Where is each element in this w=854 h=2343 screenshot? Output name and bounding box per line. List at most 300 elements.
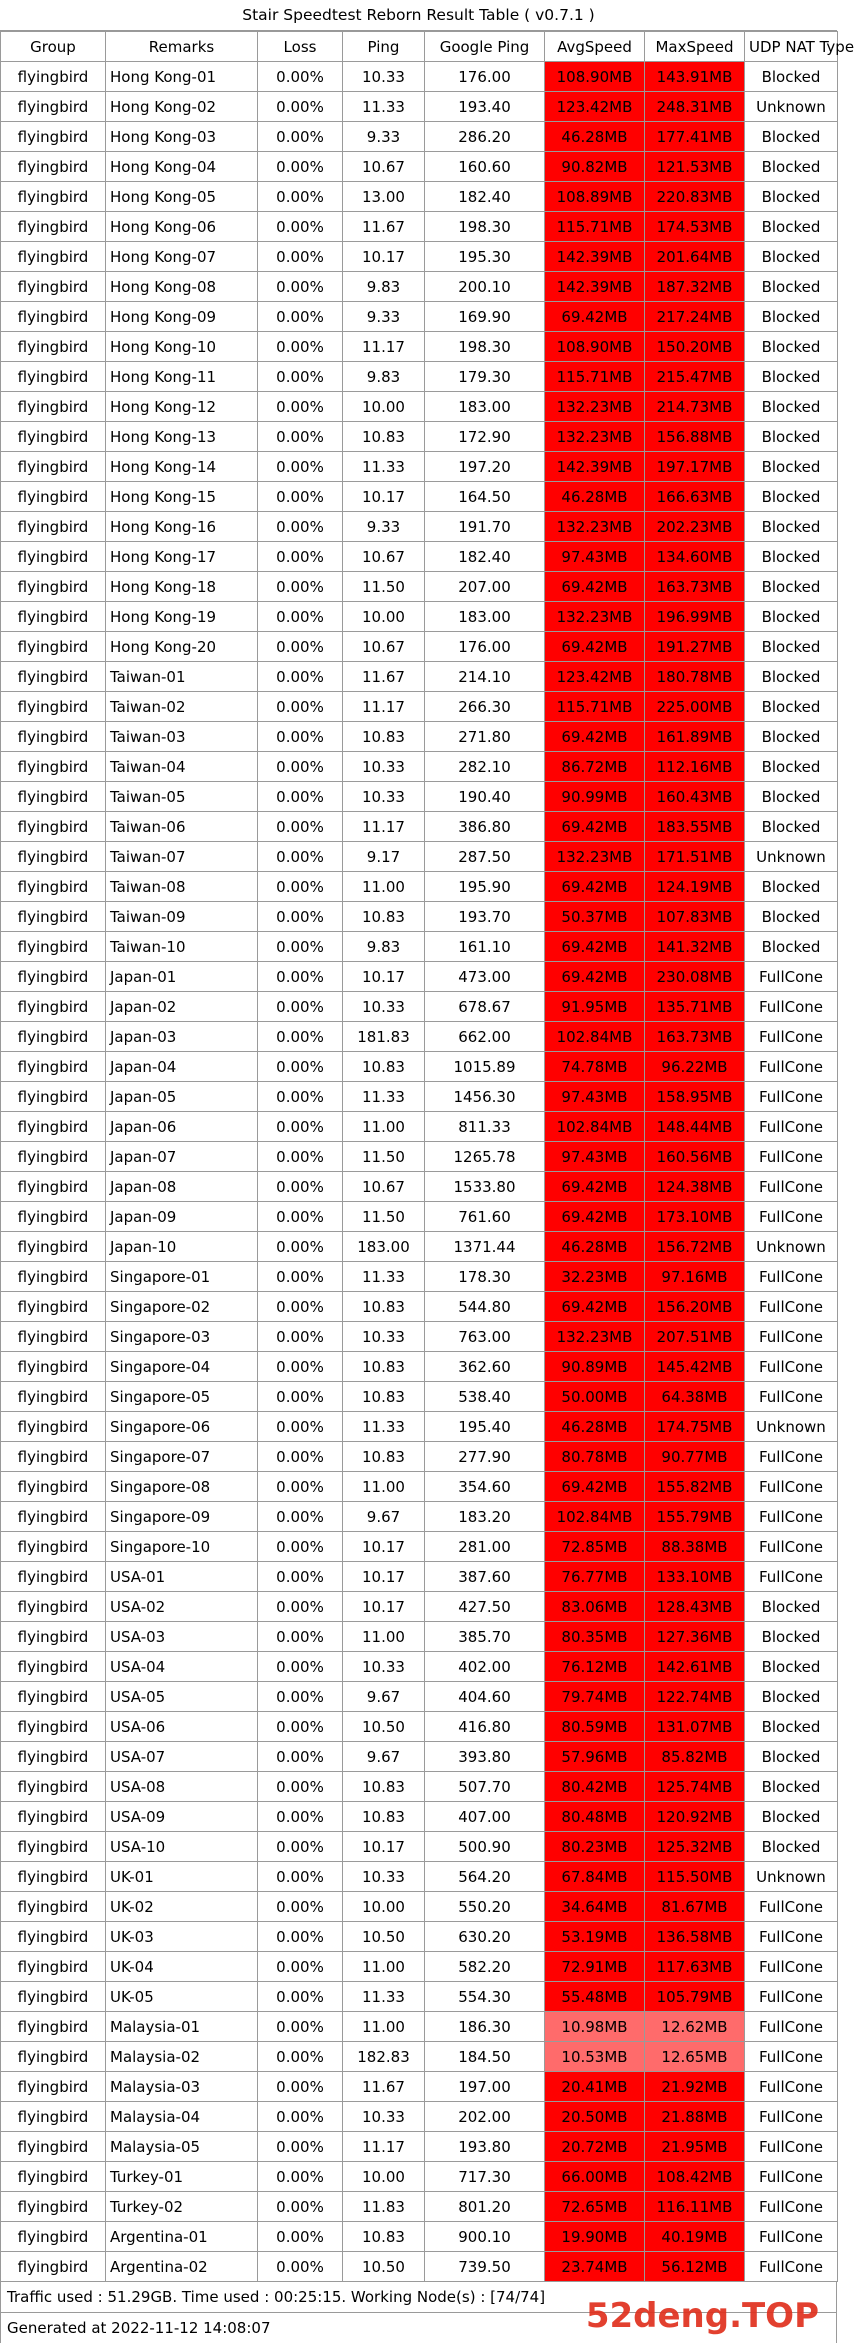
- table-row: [1, 1892, 838, 1922]
- cell-loss: 0.00%: [258, 872, 343, 902]
- cell-ping: 10.67: [343, 632, 425, 662]
- cell-ping: 10.50: [343, 1712, 425, 1742]
- cell-loss: 0.00%: [258, 1112, 343, 1142]
- table-row: [1, 1142, 838, 1172]
- cell-group: flyingbird: [1, 1022, 106, 1052]
- cell-ping: 11.67: [343, 662, 425, 692]
- cell-udp-nat: Blocked: [745, 1652, 838, 1682]
- cell-google-ping: 811.33: [425, 1112, 545, 1142]
- cell-loss: 0.00%: [258, 62, 343, 92]
- table-row: [1, 722, 838, 752]
- cell-group: flyingbird: [1, 392, 106, 422]
- cell-google-ping: 183.20: [425, 1502, 545, 1532]
- table-row: [1, 1652, 838, 1682]
- cell-maxspeed: 125.32MB: [645, 1832, 745, 1862]
- cell-group: flyingbird: [1, 2072, 106, 2102]
- cell-google-ping: 193.40: [425, 92, 545, 122]
- cell-avgspeed: 76.77MB: [545, 1562, 645, 1592]
- cell-ping: 11.50: [343, 572, 425, 602]
- cell-group: flyingbird: [1, 1532, 106, 1562]
- cell-group: flyingbird: [1, 1142, 106, 1172]
- cell-maxspeed: 97.16MB: [645, 1262, 745, 1292]
- cell-group: flyingbird: [1, 1472, 106, 1502]
- cell-udp-nat: FullCone: [745, 2012, 838, 2042]
- cell-loss: 0.00%: [258, 1952, 343, 1982]
- cell-maxspeed: 136.58MB: [645, 1922, 745, 1952]
- cell-remarks: USA-10: [106, 1832, 258, 1862]
- cell-avgspeed: 83.06MB: [545, 1592, 645, 1622]
- cell-ping: 10.17: [343, 1532, 425, 1562]
- cell-google-ping: 197.00: [425, 2072, 545, 2102]
- cell-maxspeed: 96.22MB: [645, 1052, 745, 1082]
- cell-google-ping: 198.30: [425, 212, 545, 242]
- cell-udp-nat: Blocked: [745, 572, 838, 602]
- cell-udp-nat: FullCone: [745, 1922, 838, 1952]
- cell-avgspeed: 53.19MB: [545, 1922, 645, 1952]
- cell-maxspeed: 124.19MB: [645, 872, 745, 902]
- cell-ping: 10.33: [343, 1652, 425, 1682]
- cell-avgspeed: 69.42MB: [545, 872, 645, 902]
- cell-remarks: Japan-02: [106, 992, 258, 1022]
- cell-group: flyingbird: [1, 992, 106, 1022]
- cell-ping: 11.17: [343, 332, 425, 362]
- cell-maxspeed: 56.12MB: [645, 2252, 745, 2282]
- cell-google-ping: 286.20: [425, 122, 545, 152]
- cell-avgspeed: 102.84MB: [545, 1502, 645, 1532]
- cell-avgspeed: 123.42MB: [545, 662, 645, 692]
- cell-remarks: Japan-10: [106, 1232, 258, 1262]
- table-row: [1, 1022, 838, 1052]
- cell-udp-nat: Blocked: [745, 482, 838, 512]
- table-row: [1, 62, 838, 92]
- cell-remarks: Taiwan-07: [106, 842, 258, 872]
- cell-group: flyingbird: [1, 1952, 106, 1982]
- cell-avgspeed: 79.74MB: [545, 1682, 645, 1712]
- cell-maxspeed: 191.27MB: [645, 632, 745, 662]
- cell-loss: 0.00%: [258, 422, 343, 452]
- cell-google-ping: 550.20: [425, 1892, 545, 1922]
- cell-udp-nat: Blocked: [745, 242, 838, 272]
- cell-remarks: USA-07: [106, 1742, 258, 1772]
- cell-avgspeed: 108.89MB: [545, 182, 645, 212]
- cell-ping: 11.83: [343, 2192, 425, 2222]
- cell-ping: 10.33: [343, 2102, 425, 2132]
- cell-ping: 10.83: [343, 902, 425, 932]
- table-row: [1, 1472, 838, 1502]
- cell-loss: 0.00%: [258, 302, 343, 332]
- cell-google-ping: 554.30: [425, 1982, 545, 2012]
- cell-loss: 0.00%: [258, 1232, 343, 1262]
- cell-loss: 0.00%: [258, 722, 343, 752]
- table-row: [1, 332, 838, 362]
- cell-avgspeed: 69.42MB: [545, 632, 645, 662]
- cell-maxspeed: 135.71MB: [645, 992, 745, 1022]
- table-row: [1, 572, 838, 602]
- cell-udp-nat: FullCone: [745, 1352, 838, 1382]
- cell-remarks: Hong Kong-05: [106, 182, 258, 212]
- cell-udp-nat: FullCone: [745, 962, 838, 992]
- cell-udp-nat: Blocked: [745, 212, 838, 242]
- cell-loss: 0.00%: [258, 2102, 343, 2132]
- table-row: [1, 662, 838, 692]
- cell-maxspeed: 105.79MB: [645, 1982, 745, 2012]
- cell-ping: 10.83: [343, 722, 425, 752]
- cell-loss: 0.00%: [258, 1742, 343, 1772]
- cell-avgspeed: 46.28MB: [545, 1232, 645, 1262]
- cell-avgspeed: 69.42MB: [545, 812, 645, 842]
- cell-remarks: Taiwan-06: [106, 812, 258, 842]
- cell-udp-nat: Blocked: [745, 272, 838, 302]
- cell-remarks: Hong Kong-12: [106, 392, 258, 422]
- table-row: [1, 2102, 838, 2132]
- cell-remarks: Hong Kong-09: [106, 302, 258, 332]
- generated-timestamp: Generated at 2022-11-12 14:08:07: [0, 2313, 837, 2343]
- cell-group: flyingbird: [1, 362, 106, 392]
- cell-remarks: Singapore-04: [106, 1352, 258, 1382]
- cell-udp-nat: Blocked: [745, 512, 838, 542]
- cell-udp-nat: FullCone: [745, 1292, 838, 1322]
- cell-group: flyingbird: [1, 452, 106, 482]
- cell-group: flyingbird: [1, 692, 106, 722]
- cell-maxspeed: 174.53MB: [645, 212, 745, 242]
- cell-google-ping: 473.00: [425, 962, 545, 992]
- cell-google-ping: 191.70: [425, 512, 545, 542]
- cell-udp-nat: FullCone: [745, 1532, 838, 1562]
- cell-remarks: Taiwan-02: [106, 692, 258, 722]
- cell-udp-nat: Blocked: [745, 122, 838, 152]
- cell-google-ping: 407.00: [425, 1802, 545, 1832]
- cell-ping: 11.00: [343, 1112, 425, 1142]
- cell-maxspeed: 161.89MB: [645, 722, 745, 752]
- cell-avgspeed: 10.53MB: [545, 2042, 645, 2072]
- cell-avgspeed: 142.39MB: [545, 272, 645, 302]
- cell-loss: 0.00%: [258, 1292, 343, 1322]
- cell-google-ping: 386.80: [425, 812, 545, 842]
- cell-avgspeed: 102.84MB: [545, 1112, 645, 1142]
- cell-ping: 9.67: [343, 1682, 425, 1712]
- cell-udp-nat: Blocked: [745, 662, 838, 692]
- cell-loss: 0.00%: [258, 542, 343, 572]
- cell-remarks: USA-08: [106, 1772, 258, 1802]
- cell-group: flyingbird: [1, 2252, 106, 2282]
- cell-avgspeed: 46.28MB: [545, 122, 645, 152]
- cell-avgspeed: 80.48MB: [545, 1802, 645, 1832]
- cell-loss: 0.00%: [258, 152, 343, 182]
- cell-group: flyingbird: [1, 1682, 106, 1712]
- cell-maxspeed: 121.53MB: [645, 152, 745, 182]
- cell-avgspeed: 108.90MB: [545, 332, 645, 362]
- cell-group: flyingbird: [1, 1862, 106, 1892]
- cell-remarks: UK-01: [106, 1862, 258, 1892]
- cell-loss: 0.00%: [258, 1712, 343, 1742]
- cell-group: flyingbird: [1, 1622, 106, 1652]
- cell-avgspeed: 50.00MB: [545, 1382, 645, 1412]
- cell-ping: 10.17: [343, 482, 425, 512]
- cell-maxspeed: 187.32MB: [645, 272, 745, 302]
- table-row: [1, 1622, 838, 1652]
- cell-remarks: Singapore-08: [106, 1472, 258, 1502]
- cell-remarks: Hong Kong-20: [106, 632, 258, 662]
- cell-loss: 0.00%: [258, 1592, 343, 1622]
- cell-avgspeed: 97.43MB: [545, 1142, 645, 1172]
- cell-remarks: Japan-08: [106, 1172, 258, 1202]
- cell-remarks: Hong Kong-07: [106, 242, 258, 272]
- cell-loss: 0.00%: [258, 1532, 343, 1562]
- cell-ping: 10.00: [343, 1892, 425, 1922]
- cell-avgspeed: 108.90MB: [545, 62, 645, 92]
- cell-avgspeed: 19.90MB: [545, 2222, 645, 2252]
- cell-remarks: Hong Kong-03: [106, 122, 258, 152]
- cell-google-ping: 182.40: [425, 542, 545, 572]
- cell-avgspeed: 69.42MB: [545, 1472, 645, 1502]
- cell-maxspeed: 201.64MB: [645, 242, 745, 272]
- cell-google-ping: 1015.89: [425, 1052, 545, 1082]
- cell-remarks: Singapore-07: [106, 1442, 258, 1472]
- cell-maxspeed: 116.11MB: [645, 2192, 745, 2222]
- cell-avgspeed: 132.23MB: [545, 842, 645, 872]
- cell-loss: 0.00%: [258, 1802, 343, 1832]
- cell-remarks: USA-03: [106, 1622, 258, 1652]
- table-row: [1, 1412, 838, 1442]
- cell-avgspeed: 69.42MB: [545, 1172, 645, 1202]
- cell-loss: 0.00%: [258, 662, 343, 692]
- cell-remarks: Singapore-09: [106, 1502, 258, 1532]
- cell-remarks: Japan-03: [106, 1022, 258, 1052]
- cell-udp-nat: FullCone: [745, 2042, 838, 2072]
- cell-loss: 0.00%: [258, 1352, 343, 1382]
- table-row: [1, 2042, 838, 2072]
- cell-group: flyingbird: [1, 2102, 106, 2132]
- cell-remarks: USA-05: [106, 1682, 258, 1712]
- cell-group: flyingbird: [1, 782, 106, 812]
- cell-remarks: Singapore-05: [106, 1382, 258, 1412]
- cell-udp-nat: FullCone: [745, 2192, 838, 2222]
- cell-avgspeed: 66.00MB: [545, 2162, 645, 2192]
- table-row: [1, 1112, 838, 1142]
- cell-remarks: Hong Kong-15: [106, 482, 258, 512]
- table-row: [1, 1802, 838, 1832]
- cell-maxspeed: 160.56MB: [645, 1142, 745, 1172]
- cell-group: flyingbird: [1, 722, 106, 752]
- cell-ping: 9.33: [343, 302, 425, 332]
- table-row: [1, 152, 838, 182]
- cell-google-ping: 200.10: [425, 272, 545, 302]
- cell-group: flyingbird: [1, 2012, 106, 2042]
- cell-google-ping: 761.60: [425, 1202, 545, 1232]
- cell-remarks: Hong Kong-06: [106, 212, 258, 242]
- table-row: [1, 2222, 838, 2252]
- table-row: [1, 2162, 838, 2192]
- cell-udp-nat: FullCone: [745, 1082, 838, 1112]
- cell-remarks: Japan-05: [106, 1082, 258, 1112]
- cell-udp-nat: Blocked: [745, 1742, 838, 1772]
- cell-avgspeed: 69.42MB: [545, 1292, 645, 1322]
- cell-ping: 10.67: [343, 542, 425, 572]
- table-row: [1, 812, 838, 842]
- cell-group: flyingbird: [1, 482, 106, 512]
- cell-udp-nat: FullCone: [745, 1382, 838, 1412]
- cell-udp-nat: Unknown: [745, 842, 838, 872]
- cell-maxspeed: 171.51MB: [645, 842, 745, 872]
- cell-remarks: Hong Kong-13: [106, 422, 258, 452]
- cell-loss: 0.00%: [258, 812, 343, 842]
- cell-maxspeed: 120.92MB: [645, 1802, 745, 1832]
- cell-remarks: Malaysia-02: [106, 2042, 258, 2072]
- cell-group: flyingbird: [1, 1802, 106, 1832]
- cell-udp-nat: Unknown: [745, 1862, 838, 1892]
- cell-loss: 0.00%: [258, 1052, 343, 1082]
- cell-google-ping: 385.70: [425, 1622, 545, 1652]
- table-row: [1, 1772, 838, 1802]
- cell-remarks: Japan-09: [106, 1202, 258, 1232]
- table-row: [1, 2192, 838, 2222]
- table-row: [1, 1832, 838, 1862]
- cell-maxspeed: 160.43MB: [645, 782, 745, 812]
- cell-ping: 10.83: [343, 1352, 425, 1382]
- table-row: [1, 2252, 838, 2282]
- cell-remarks: Taiwan-03: [106, 722, 258, 752]
- cell-group: flyingbird: [1, 1982, 106, 2012]
- cell-avgspeed: 90.99MB: [545, 782, 645, 812]
- cell-maxspeed: 134.60MB: [645, 542, 745, 572]
- cell-google-ping: 763.00: [425, 1322, 545, 1352]
- table-row: [1, 482, 838, 512]
- cell-google-ping: 362.60: [425, 1352, 545, 1382]
- cell-avgspeed: 69.42MB: [545, 932, 645, 962]
- cell-ping: 10.83: [343, 1442, 425, 1472]
- cell-maxspeed: 124.38MB: [645, 1172, 745, 1202]
- cell-google-ping: 176.00: [425, 632, 545, 662]
- table-row: [1, 542, 838, 572]
- cell-udp-nat: Blocked: [745, 752, 838, 782]
- cell-ping: 10.83: [343, 1802, 425, 1832]
- cell-maxspeed: 215.47MB: [645, 362, 745, 392]
- cell-avgspeed: 69.42MB: [545, 302, 645, 332]
- cell-remarks: Japan-01: [106, 962, 258, 992]
- cell-group: flyingbird: [1, 812, 106, 842]
- cell-group: flyingbird: [1, 1922, 106, 1952]
- col-header-remarks: Remarks: [106, 32, 258, 62]
- cell-group: flyingbird: [1, 302, 106, 332]
- cell-maxspeed: 40.19MB: [645, 2222, 745, 2252]
- cell-loss: 0.00%: [258, 1652, 343, 1682]
- cell-remarks: Hong Kong-16: [106, 512, 258, 542]
- watermark-logo: 52deng.TOP: [585, 2296, 819, 2336]
- cell-avgspeed: 115.71MB: [545, 212, 645, 242]
- cell-avgspeed: 132.23MB: [545, 1322, 645, 1352]
- cell-ping: 183.00: [343, 1232, 425, 1262]
- cell-group: flyingbird: [1, 1412, 106, 1442]
- cell-loss: 0.00%: [258, 932, 343, 962]
- cell-udp-nat: Blocked: [745, 1592, 838, 1622]
- cell-group: flyingbird: [1, 1202, 106, 1232]
- cell-udp-nat: FullCone: [745, 2072, 838, 2102]
- cell-maxspeed: 107.83MB: [645, 902, 745, 932]
- cell-avgspeed: 34.64MB: [545, 1892, 645, 1922]
- cell-remarks: Taiwan-08: [106, 872, 258, 902]
- cell-avgspeed: 86.72MB: [545, 752, 645, 782]
- cell-loss: 0.00%: [258, 902, 343, 932]
- cell-ping: 11.00: [343, 2012, 425, 2042]
- cell-udp-nat: Blocked: [745, 1772, 838, 1802]
- cell-google-ping: 393.80: [425, 1742, 545, 1772]
- cell-udp-nat: Blocked: [745, 1622, 838, 1652]
- cell-google-ping: 178.30: [425, 1262, 545, 1292]
- cell-avgspeed: 132.23MB: [545, 422, 645, 452]
- cell-google-ping: 582.20: [425, 1952, 545, 1982]
- cell-maxspeed: 21.92MB: [645, 2072, 745, 2102]
- table-row: [1, 932, 838, 962]
- cell-group: flyingbird: [1, 1502, 106, 1532]
- table-row: [1, 1322, 838, 1352]
- cell-group: flyingbird: [1, 1292, 106, 1322]
- cell-maxspeed: 155.82MB: [645, 1472, 745, 1502]
- cell-group: flyingbird: [1, 512, 106, 542]
- cell-udp-nat: FullCone: [745, 1142, 838, 1172]
- cell-ping: 9.83: [343, 362, 425, 392]
- cell-group: flyingbird: [1, 1832, 106, 1862]
- cell-group: flyingbird: [1, 2162, 106, 2192]
- cell-avgspeed: 32.23MB: [545, 1262, 645, 1292]
- cell-udp-nat: Blocked: [745, 1802, 838, 1832]
- cell-maxspeed: 156.72MB: [645, 1232, 745, 1262]
- cell-maxspeed: 141.32MB: [645, 932, 745, 962]
- cell-remarks: USA-04: [106, 1652, 258, 1682]
- table-row: [1, 1352, 838, 1382]
- cell-google-ping: 195.40: [425, 1412, 545, 1442]
- cell-google-ping: 544.80: [425, 1292, 545, 1322]
- cell-maxspeed: 21.88MB: [645, 2102, 745, 2132]
- cell-group: flyingbird: [1, 2132, 106, 2162]
- cell-avgspeed: 142.39MB: [545, 242, 645, 272]
- cell-google-ping: 214.10: [425, 662, 545, 692]
- cell-remarks: Hong Kong-18: [106, 572, 258, 602]
- cell-group: flyingbird: [1, 1232, 106, 1262]
- cell-maxspeed: 248.31MB: [645, 92, 745, 122]
- cell-ping: 10.83: [343, 1052, 425, 1082]
- cell-ping: 11.33: [343, 1082, 425, 1112]
- cell-avgspeed: 20.50MB: [545, 2102, 645, 2132]
- cell-udp-nat: FullCone: [745, 1442, 838, 1472]
- cell-ping: 9.33: [343, 512, 425, 542]
- cell-group: flyingbird: [1, 1262, 106, 1292]
- table-row: [1, 1382, 838, 1412]
- cell-udp-nat: Blocked: [745, 782, 838, 812]
- cell-remarks: Malaysia-05: [106, 2132, 258, 2162]
- cell-maxspeed: 64.38MB: [645, 1382, 745, 1412]
- cell-maxspeed: 163.73MB: [645, 572, 745, 602]
- table-body: [1, 62, 838, 2282]
- cell-group: flyingbird: [1, 62, 106, 92]
- table-row: [1, 632, 838, 662]
- table-row: [1, 242, 838, 272]
- cell-google-ping: 404.60: [425, 1682, 545, 1712]
- cell-google-ping: 197.20: [425, 452, 545, 482]
- table-row: [1, 1862, 838, 1892]
- table-row: [1, 902, 838, 932]
- cell-loss: 0.00%: [258, 332, 343, 362]
- cell-udp-nat: Blocked: [745, 62, 838, 92]
- cell-loss: 0.00%: [258, 1262, 343, 1292]
- cell-google-ping: 662.00: [425, 1022, 545, 1052]
- cell-google-ping: 190.40: [425, 782, 545, 812]
- cell-google-ping: 266.30: [425, 692, 545, 722]
- cell-avgspeed: 80.23MB: [545, 1832, 645, 1862]
- cell-ping: 10.00: [343, 392, 425, 422]
- cell-ping: 11.50: [343, 1142, 425, 1172]
- cell-loss: 0.00%: [258, 1772, 343, 1802]
- cell-group: flyingbird: [1, 842, 106, 872]
